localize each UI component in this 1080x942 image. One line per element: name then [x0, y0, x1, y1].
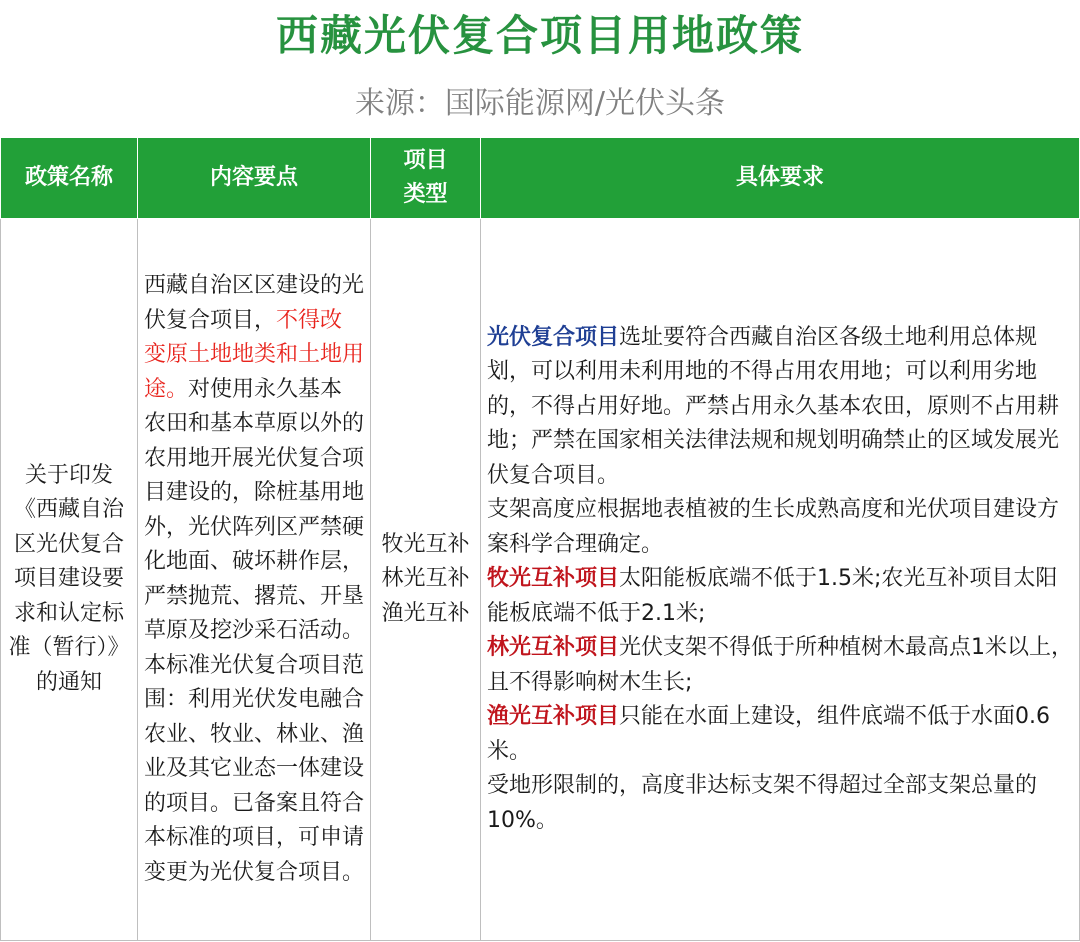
project-type-item: 林光互补: [381, 566, 470, 592]
project-type-cell: [371, 219, 481, 941]
header-project-type: 项目类型: [371, 138, 481, 219]
requirement-text: 光伏支架不得低于所种植树木最高点1米以上，且不得影响树木生长;: [487, 635, 1074, 695]
header-requirements: 具体要求: [481, 138, 1080, 219]
requirement-item: 支架高度应根据地表植被的生长成熟高度和光伏项目建设方案科学合理确定。: [487, 497, 1060, 557]
requirement-item: 受地形限制的，高度非达标支架不得超过全部支架总量的10%。: [487, 773, 1038, 833]
policy-name: 关于印发《西藏自治区光伏复合项目建设要求和认定标准（暂行）》的通知: [8, 462, 130, 695]
requirement-label: 渔光互补项目: [487, 704, 620, 730]
project-type-item: 牧光互补: [381, 531, 470, 557]
header-policy-name: 政策名称: [1, 138, 138, 219]
policy-name-cell: [1, 219, 138, 941]
requirement-item: [487, 562, 1073, 631]
points-paragraph-2: 本标准光伏复合项目范围：利用光伏发电融合农业、牧业、林业、渔业及其它业态一体建设的项目。已备案且符合本标准的项目，可申请变更为光伏复合项目。: [144, 652, 365, 885]
requirement-item: [487, 631, 1073, 700]
header-content-points: 内容要点: [138, 138, 371, 219]
points-highlight-red: 不得改变原土地地类和土地用途。: [144, 307, 365, 402]
source-subtitle: 来源：国际能源网/光伏头条: [354, 86, 726, 121]
requirement-label: 光伏复合项目: [487, 324, 620, 350]
requirement-text: 选址要符合西藏自治区各级土地利用总体规划，可以利用未利用地的不得占用农用地；可以利用劣地的，不得占用好地。严禁占用永久基本农田，原则不占用耕地；严禁在国家相关法律法规和规划明确禁止的区域发展光伏复合项目。: [487, 324, 1060, 488]
requirement-text: 只能在水面上建设，组件底端不低于水面0.6米。: [487, 704, 1051, 764]
requirement-item: [487, 321, 1073, 494]
table-row: [1, 219, 1080, 941]
points-text-b: 对使用永久基本农田和基本草原以外的农用地开展光伏复合项目建设的，除桩基用地外，光伏阵列区严禁硬化地面、破坏耕作层，严禁抛荒、撂荒、开垦草原及挖沙采石活动。: [144, 376, 365, 643]
requirement-item: [487, 700, 1073, 769]
content-points-cell: [138, 219, 371, 941]
project-type-item: 渔光互补: [381, 600, 470, 626]
points-text-a: 西藏自治区区建设的光伏复合项目，: [144, 273, 365, 333]
requirement-label: 牧光互补项目: [487, 566, 620, 592]
requirement-label: 林光互补项目: [487, 635, 620, 661]
requirements-cell: [481, 219, 1080, 941]
page-title: 西藏光伏复合项目用地政策: [275, 11, 804, 60]
policy-table: [0, 137, 1080, 941]
requirement-text: 太阳能板底端不低于1.5米;农光互补项目太阳能板底端不低于2.1米;: [487, 566, 1058, 626]
points-paragraph-1: [144, 273, 364, 643]
table-header-row: [1, 138, 1080, 219]
